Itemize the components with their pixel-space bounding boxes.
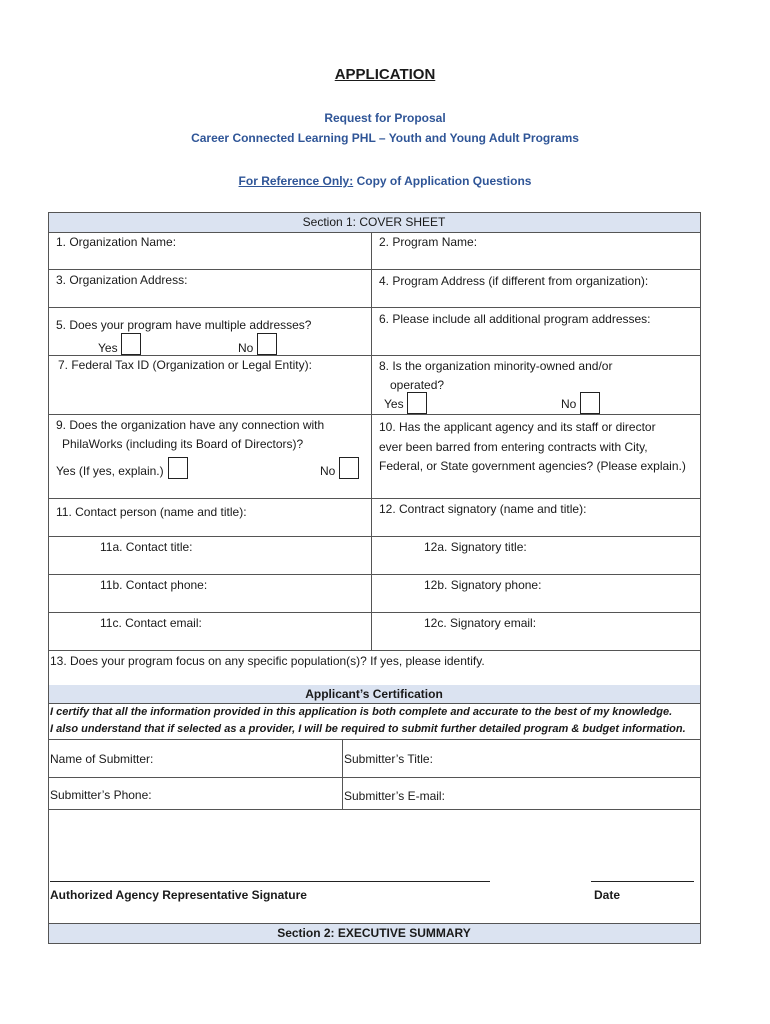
certification-statement-1: I certify that all the information provided in this application is both complete and accurate to the best of my knowledge. bbox=[50, 706, 673, 718]
signature-line[interactable] bbox=[50, 881, 490, 882]
q8-minority-owned-line2: operated? bbox=[390, 378, 445, 392]
q8-no-label: No bbox=[561, 397, 577, 411]
q5-no-label: No bbox=[238, 341, 254, 355]
q9-philaworks-connection: 9. Does the organization have any connection with bbox=[56, 418, 325, 432]
q9-no-label: No bbox=[320, 464, 336, 478]
rfp-subtitle: Request for Proposal bbox=[324, 111, 446, 125]
q7-tax-id: 7. Federal Tax ID (Organization or Legal Entity): bbox=[58, 358, 312, 372]
q5-yes-checkbox[interactable] bbox=[121, 333, 141, 355]
q11b-contact-phone: 11b. Contact phone: bbox=[100, 578, 208, 592]
q1-org-name: 1. Organization Name: bbox=[56, 235, 177, 249]
q8-yes-label: Yes bbox=[384, 397, 404, 411]
submitter-title-label: Submitter’s Title: bbox=[344, 752, 433, 766]
q10-barred-line2: ever been barred from entering contracts with City, bbox=[379, 440, 648, 454]
program-subtitle: Career Connected Learning PHL – Youth and Young Adult Programs bbox=[191, 131, 579, 145]
q8-minority-owned: 8. Is the organization minority-owned and/or bbox=[379, 359, 613, 373]
q4-program-address: 4. Program Address (if different from organization): bbox=[379, 274, 649, 288]
q8-no-checkbox[interactable] bbox=[580, 392, 600, 414]
q9-yes-label: Yes (If yes, explain.) bbox=[56, 464, 164, 478]
reference-note bbox=[0, 174, 770, 188]
q11c-contact-email: 11c. Contact email: bbox=[100, 616, 202, 630]
q9-yes-checkbox[interactable] bbox=[168, 457, 188, 479]
section1-heading: Section 1: COVER SHEET bbox=[302, 215, 446, 229]
q12b-signatory-phone: 12b. Signatory phone: bbox=[424, 578, 542, 592]
certification-statement-2: I also understand that if selected as a provider, I will be required to submit further detailed program & budget information. bbox=[50, 723, 686, 735]
q12c-signatory-email: 12c. Signatory email: bbox=[424, 616, 537, 630]
q5-yes-label: Yes bbox=[98, 341, 118, 355]
reference-note-underlined: For Reference Only: bbox=[238, 174, 354, 188]
submitter-phone-label: Submitter’s Phone: bbox=[50, 788, 152, 802]
q11a-contact-title: 11a. Contact title: bbox=[100, 540, 193, 554]
q3-org-address: 3. Organization Address: bbox=[56, 273, 188, 287]
certification-heading: Applicant’s Certification bbox=[305, 687, 443, 701]
q8-yes-checkbox[interactable] bbox=[407, 392, 427, 414]
q2-program-name: 2. Program Name: bbox=[379, 235, 478, 249]
submitter-name-label: Name of Submitter: bbox=[50, 752, 154, 766]
q5-multiple-addresses: 5. Does your program have multiple addresses? bbox=[56, 318, 312, 332]
q5-no-checkbox[interactable] bbox=[257, 333, 277, 355]
q12a-signatory-title: 12a. Signatory title: bbox=[424, 540, 527, 554]
date-label: Date bbox=[594, 888, 621, 902]
q10-barred-line3: Federal, or State government agencies? (Please explain.) bbox=[379, 459, 686, 473]
q6-additional-addresses: 6. Please include all additional program addresses: bbox=[379, 312, 651, 326]
q13-specific-population: 13. Does your program focus on any specific population(s)? If yes, please identify. bbox=[50, 654, 485, 668]
q9-philaworks-line2: PhilaWorks (including its Board of Directors)? bbox=[62, 437, 304, 451]
date-line[interactable] bbox=[591, 881, 694, 882]
reference-note-rest: Copy of Application Questions bbox=[353, 174, 532, 188]
section2-heading: Section 2: EXECUTIVE SUMMARY bbox=[277, 926, 471, 940]
q9-no-checkbox[interactable] bbox=[339, 457, 359, 479]
submitter-email-label: Submitter’s E-mail: bbox=[344, 789, 445, 803]
q12-contract-signatory: 12. Contract signatory (name and title): bbox=[379, 502, 587, 516]
page-title: APPLICATION bbox=[334, 66, 436, 83]
q10-barred: 10. Has the applicant agency and its staff or director bbox=[379, 420, 656, 434]
q11-contact-person: 11. Contact person (name and title): bbox=[56, 505, 247, 519]
signature-label: Authorized Agency Representative Signature bbox=[50, 888, 307, 902]
